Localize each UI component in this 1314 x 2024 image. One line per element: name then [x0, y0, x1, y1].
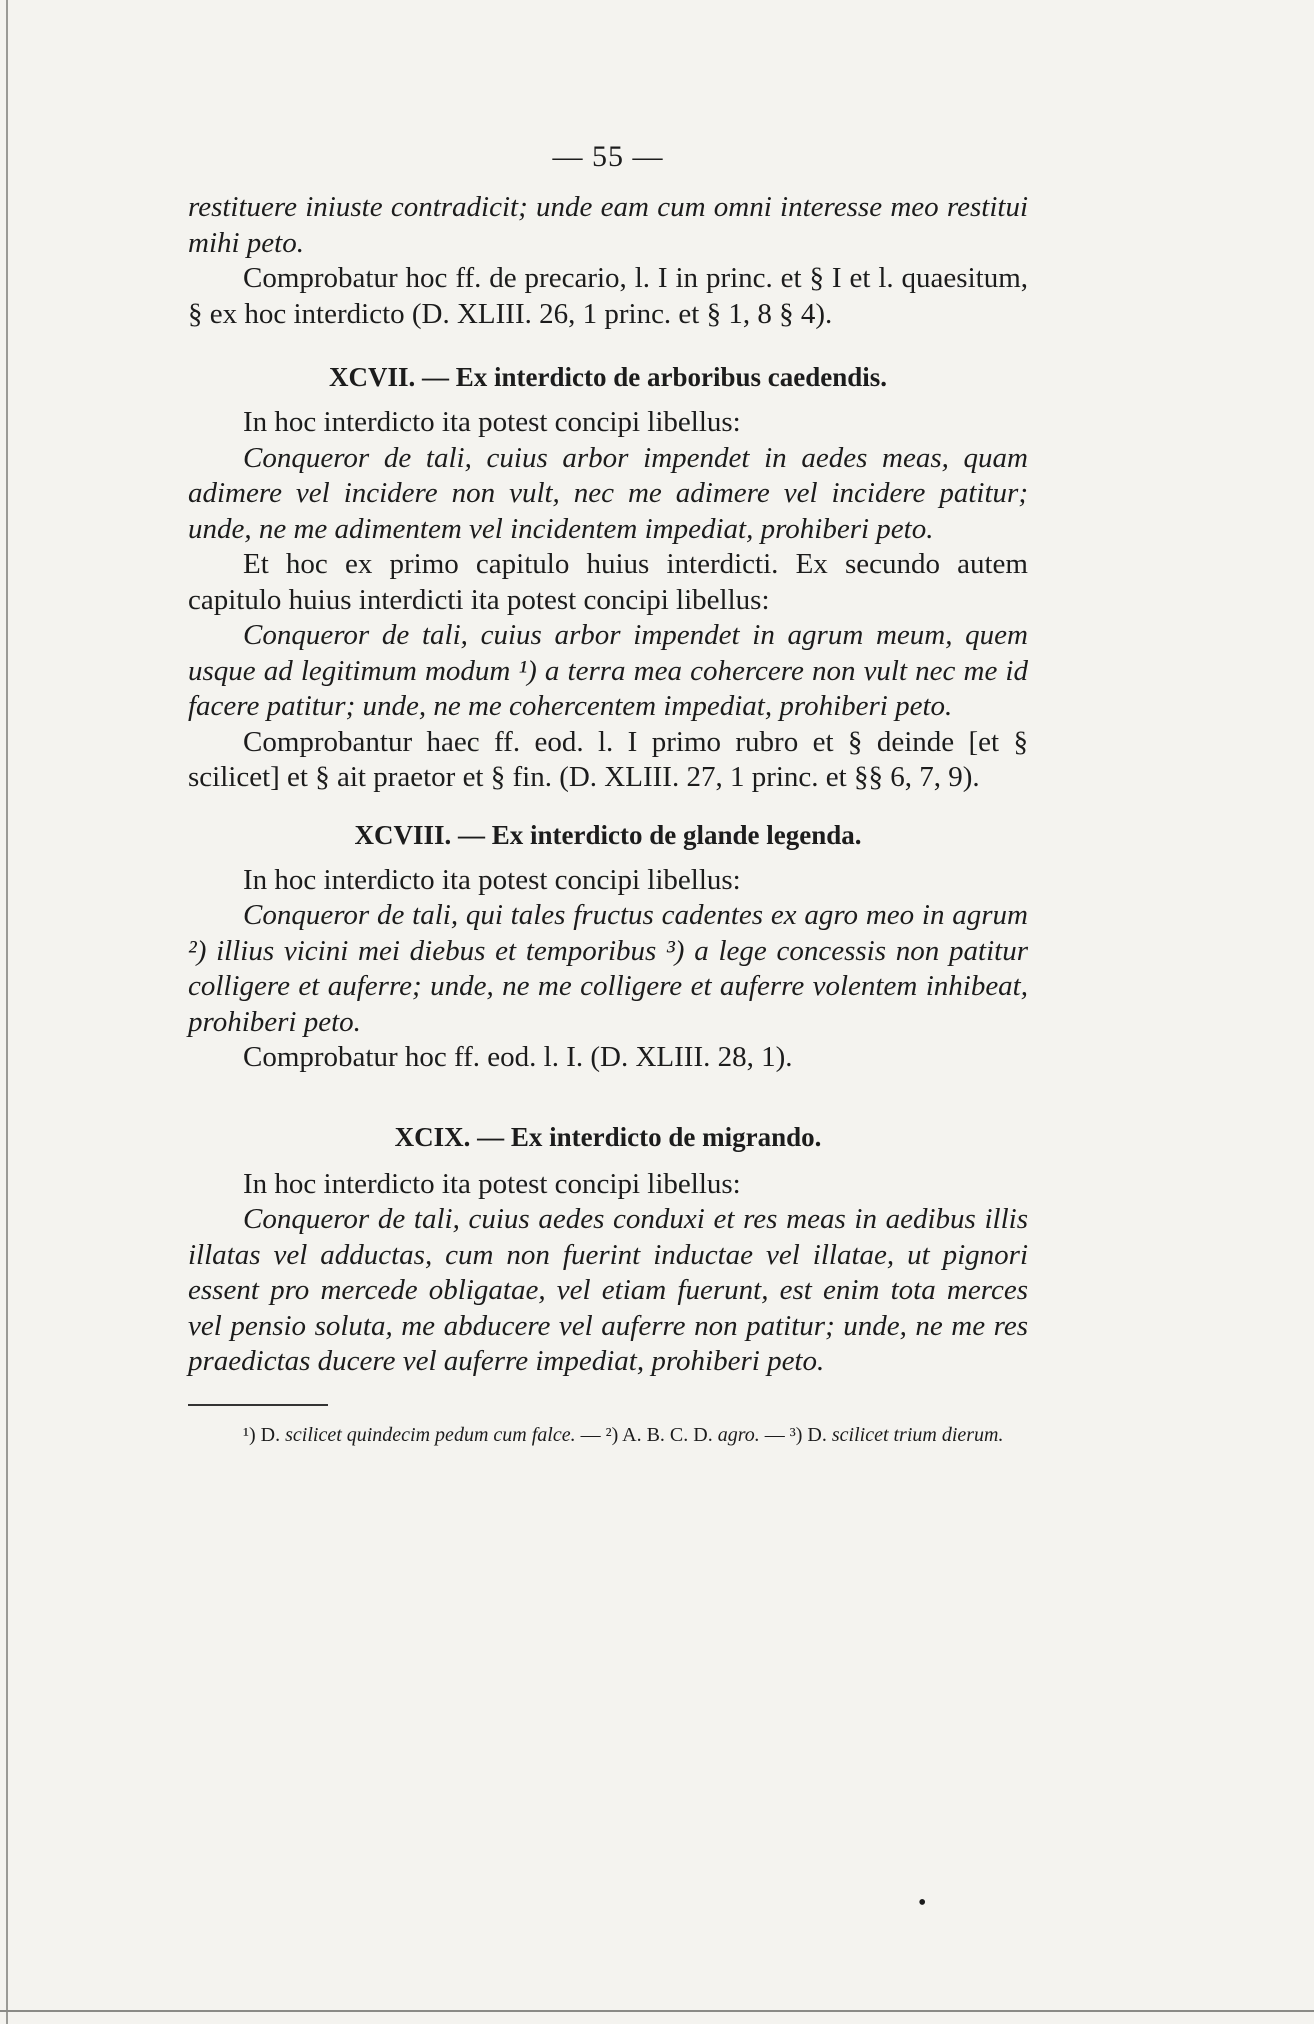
paragraph-comprobatur-precario: Comprobatur hoc ff. de precario, l. I in princ. et § I et l. quaesitum, § ex hoc interdicto (D. XLIII. 26, 1 princ. et § 1, 8 § 4).: [188, 262, 1028, 330]
section-xcvii-transition: Et hoc ex primo capitulo huius interdicti. Ex secundo autem capitulo huius interdicti ita potest concipi libellus:: [188, 548, 1028, 616]
page-edge-left: [6, 0, 8, 2024]
section-xcvii-intro: In hoc interdicto ita potest concipi libellus:: [243, 406, 741, 438]
footnote-2-marker: ²) A. B. C. D.: [605, 1423, 713, 1446]
footnote-3-marker: ³) D.: [789, 1423, 827, 1446]
printer-mark: •: [918, 1890, 927, 1916]
paragraph-restituere: restituere iniuste contradicit; unde eam cum omni interesse meo restitui mihi peto.: [188, 191, 1028, 259]
footnotes: [188, 1420, 1028, 1450]
footnote-2-text: agro.: [717, 1423, 760, 1446]
section-heading-xcvii: XCVII. — Ex interdicto de arboribus caedendis.: [328, 362, 888, 392]
section-heading-xcviii: XCVIII. — Ex interdicto de glande legenda.: [354, 819, 862, 850]
footnote-1-marker: ¹) D.: [243, 1423, 281, 1446]
page-number: — 55 —: [552, 140, 664, 173]
section-xcvii-comprobatur: Comprobantur haec ff. eod. l. I primo rubro et § deinde [et § scilicet] et § ait praetor et § fin. (D. XLIII. 27, 1 princ. et §§ 6, 7, 9).: [188, 725, 1028, 793]
section-xcix-intro: In hoc interdicto ita potest concipi libellus:: [243, 1167, 741, 1200]
page-edge-bottom: [0, 2010, 1314, 2012]
document-page: [188, 140, 1028, 1450]
section-heading-xcix: XCIX. — Ex interdicto de migrando.: [394, 1121, 822, 1152]
section-xcvii-formula-1: Conqueror de tali, cuius arbor impendet in aedes meas, quam adimere vel incidere non vult, nec me adimere vel incidere patitur; unde, ne me adimentem vel incidentem impediat, prohiberi peto.: [188, 441, 1028, 545]
section-xcvii-formula-2: Conqueror de tali, cuius arbor impendet in agrum meum, quem usque ad legitimum modum ¹) a terra mea cohercere non vult nec me id facere patitur; unde, ne me cohercentem impediat, prohiberi peto.: [188, 619, 1028, 722]
footnote-rule: [188, 1404, 328, 1406]
footnote-1-text: scilicet quindecim pedum cum falce.: [285, 1423, 576, 1446]
section-xcviii-formula: Conqueror de tali, qui tales fructus cadentes ex agro meo in agrum ²) illius vicini mei diebus et temporibus ³) a lege concessis non patitur colligere et auferre; unde, ne me colligere et auferre volentem inhibeat, prohiberi peto.: [188, 899, 1028, 1038]
section-xcviii-comprobatur: Comprobatur hoc ff. eod. l. I. (D. XLIII. 28, 1).: [243, 1041, 793, 1073]
section-xcix-formula: Conqueror de tali, cuius aedes conduxi et res meas in aedibus illis illatas vel adductas, cum non fuerint inductae vel illatae, ut pignori essent pro mercede obligatae, vel etiam fuerunt, est enim tota merces vel pensio soluta, me abducere vel auferre non patitur; unde, ne me res praedictas ducere vel auferre impediat, prohiberi peto.: [188, 1203, 1028, 1377]
footnote-separator-1: —: [575, 1423, 606, 1446]
footnote-separator-2: —: [759, 1423, 790, 1446]
footnote-3-text: scilicet trium dierum.: [831, 1423, 1004, 1446]
section-xcviii-intro: In hoc interdicto ita potest concipi libellus:: [243, 863, 741, 896]
